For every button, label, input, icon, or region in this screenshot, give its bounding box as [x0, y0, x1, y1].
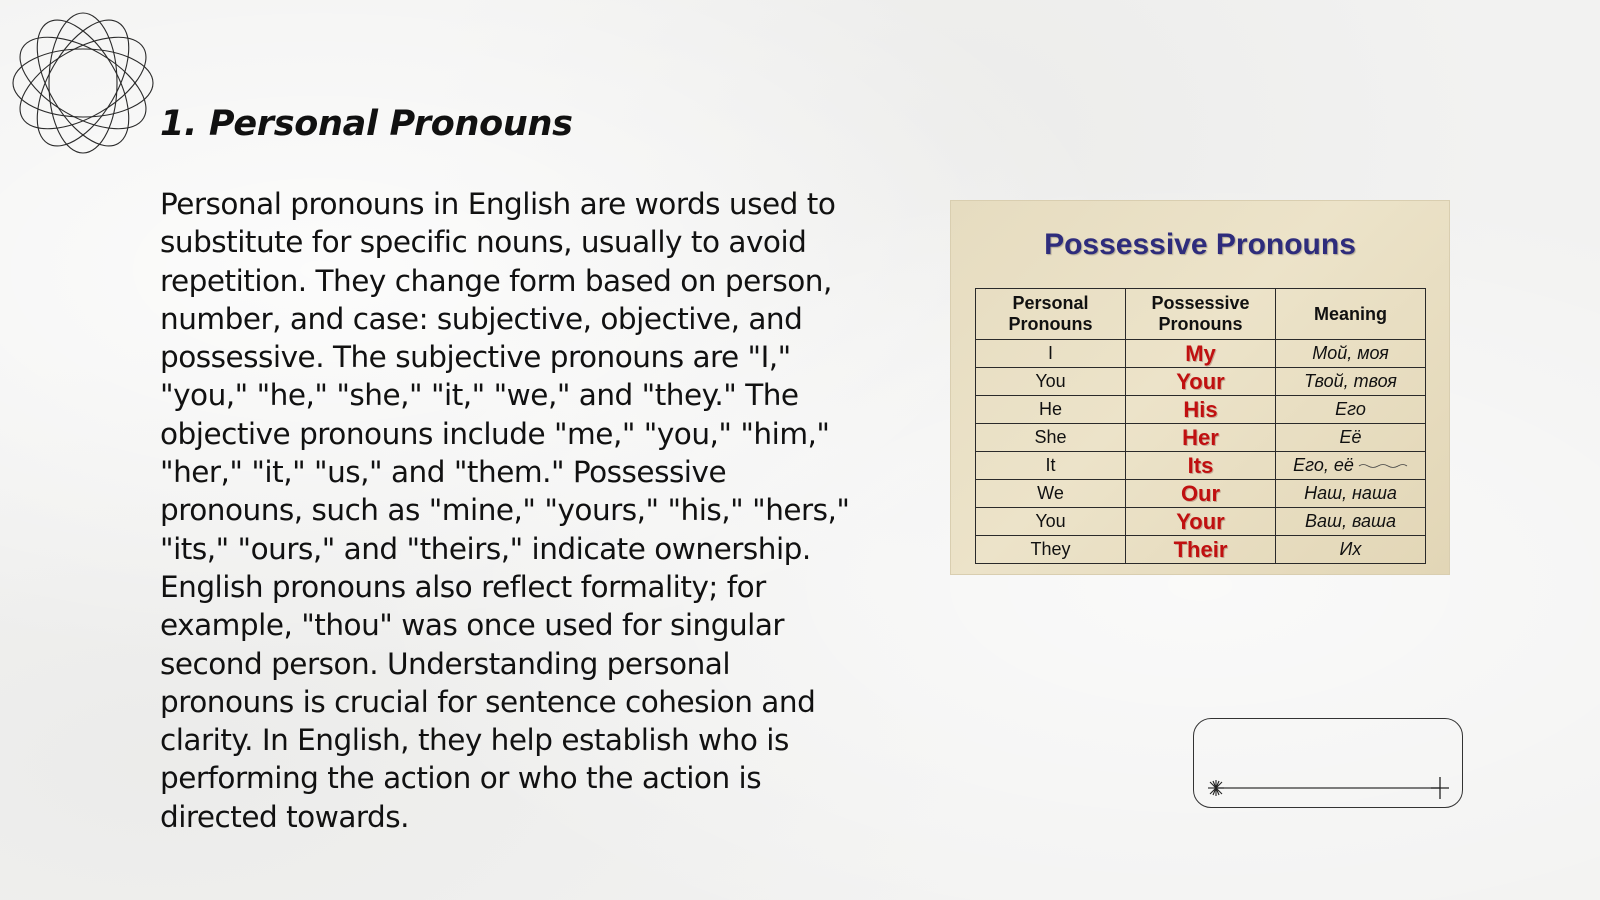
possessive-pronouns-table [975, 288, 1426, 564]
table-row [976, 480, 1426, 508]
table-row [976, 340, 1426, 368]
possessive-cell: Its [1126, 452, 1276, 480]
table-row [976, 536, 1426, 564]
plus-icon [1431, 777, 1449, 799]
possessive-cell: Your [1126, 368, 1276, 396]
meaning-cell: Мой, моя [1276, 340, 1426, 368]
body-paragraph: Personal pronouns in English are words used to substitute for specific nouns, usually to avoid repetition. They change form based on person, number, and case: subjective, objective, and possessive. The subjective pronouns are "I," "you," "he," "she," "it," "we," and "they." The objective pronouns include "me," "you," "him," "her," "it," "us," and "them." Possessive pronouns, such as "mine," "yours," "his," "hers," "its," "ours," and "theirs," indicate ownership. English pronouns also reflect formality; for example, "thou" was once used for singular second person. Understanding personal pronouns is crucial for sentence cohesion and clarity. In English, they help establish who is performing the action or who the action is directed towards. [160, 187, 850, 834]
possessive-cell: Your [1126, 508, 1276, 536]
personal-cell: You [976, 368, 1126, 396]
table-row [976, 424, 1426, 452]
table-row [976, 368, 1426, 396]
header-possessive: Possessive Pronouns [1126, 289, 1276, 340]
meaning-cell: Их [1276, 536, 1426, 564]
meaning-cell: Твой, твоя [1276, 368, 1426, 396]
personal-cell: You [976, 508, 1126, 536]
header-meaning: Meaning [1276, 289, 1426, 340]
possessive-cell: Their [1126, 536, 1276, 564]
circle-ornament-icon [10, 10, 156, 156]
meaning-cell [1276, 452, 1426, 480]
table-image-title: Possessive Pronouns [1044, 228, 1356, 261]
sparkle-icon [1208, 780, 1224, 796]
header-personal: Personal Pronouns [976, 289, 1126, 340]
table-row [976, 452, 1426, 480]
personal-cell: We [976, 480, 1126, 508]
personal-cell: They [976, 536, 1126, 564]
meaning-cell: Его [1276, 396, 1426, 424]
meaning-cell: Наш, наша [1276, 480, 1426, 508]
personal-cell: I [976, 340, 1126, 368]
possessive-cell: My [1126, 340, 1276, 368]
slider-track [1194, 719, 1464, 809]
meaning-cell: Её [1276, 424, 1426, 452]
table-row [976, 508, 1426, 536]
possessive-cell: Her [1126, 424, 1276, 452]
slide-title: 1. Personal Pronouns [160, 104, 573, 144]
decorative-slider-box [1193, 718, 1463, 808]
personal-cell: He [976, 396, 1126, 424]
possessive-cell: Our [1126, 480, 1276, 508]
table-row [976, 396, 1426, 424]
meaning-cell: Ваш, ваша [1276, 508, 1426, 536]
small-note-icon [1358, 463, 1408, 469]
possessive-pronouns-image [950, 200, 1450, 575]
table-header-row [976, 289, 1426, 340]
personal-cell: She [976, 424, 1126, 452]
meaning-text: Его, её [1293, 455, 1354, 475]
personal-cell: It [976, 452, 1126, 480]
possessive-cell: His [1126, 396, 1276, 424]
